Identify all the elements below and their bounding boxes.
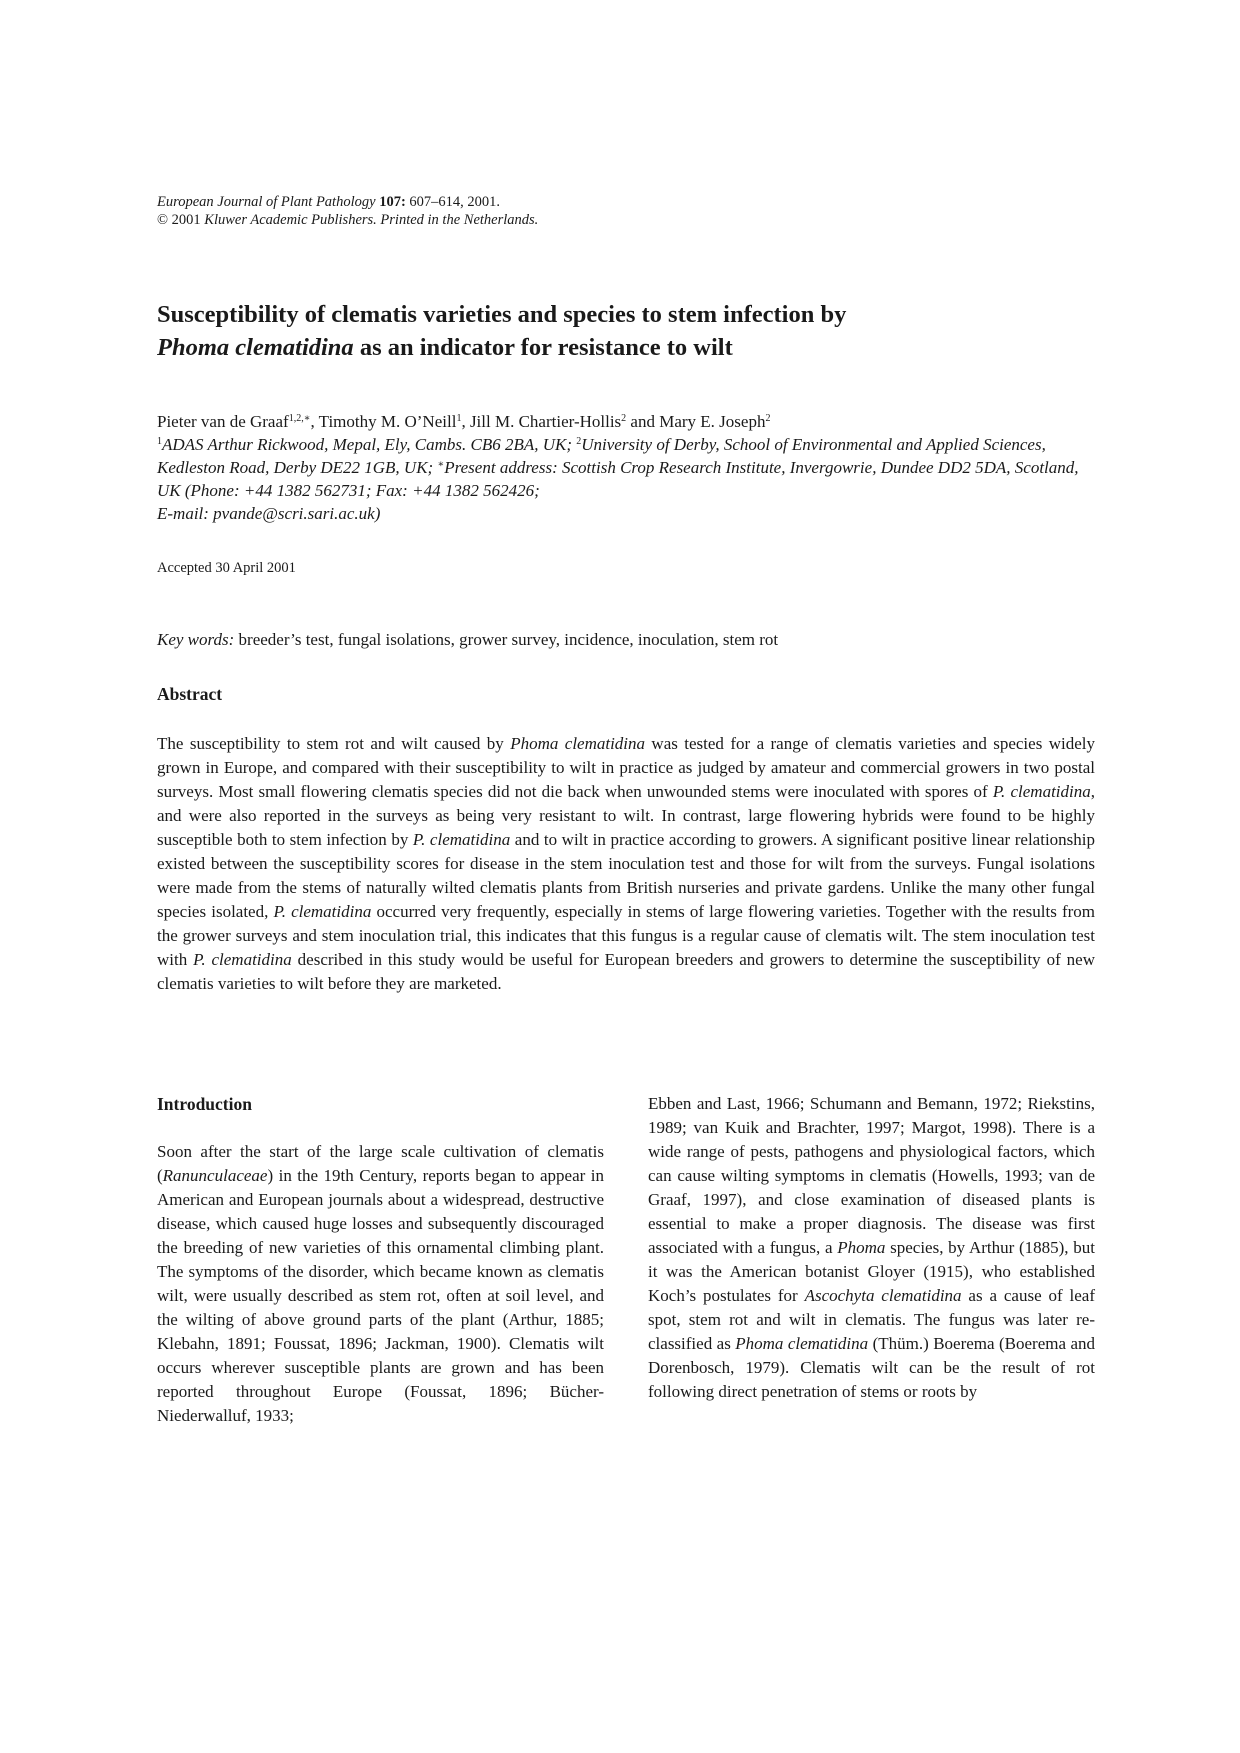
intro-segment: as a cause of leaf spot, stem rot and wilt in clematis. The fungus was later re-classified as (648, 1286, 1095, 1353)
intro-segment: (Thüm.) Boerema (Boerema and Dorenbosch, 1979). Clematis wilt can be the result of rot following direct penetration of stems or roots by (648, 1334, 1096, 1401)
intro-segment: Soon after the start of the large scale cultivation of clematis ( (157, 1142, 604, 1185)
author-affil-mark: 1 (456, 413, 462, 424)
abstract-segment: and to wilt in practice according to growers. A significant positive linear relationship existed between the susceptibility scores for disease in the stem inoculation test and those for wilt from the surveys. Fungal isolations were made from the stems of naturally wilted clematis plants from British nurseries and private gardens. Unlike the many other fungal species isolated, (157, 830, 1096, 921)
contact-email: E-mail: pvande@scri.sari.ac.uk) (157, 504, 381, 523)
affil-mark: 2 (576, 436, 582, 447)
journal-pages: 607–614, 2001. (409, 194, 501, 210)
author-affil-mark: 2 (621, 413, 627, 424)
author-name: , Jill M. Chartier-Hollis (461, 412, 622, 431)
journal-volume: 107: (379, 194, 406, 210)
affiliation-3: Present address: Scottish Crop Research Institute, Invergowrie, Dundee DD2 5DA, Scotland, UK (Phone: +44 1382 562731; Fax: +44 1382 562426; (157, 458, 1079, 500)
keywords-text: breeder’s test, fungal isolations, grower survey, incidence, inoculation, stem rot (238, 630, 779, 649)
author-name: Pieter van de Graaf (157, 412, 289, 431)
abstract-segment: The susceptibility to stem rot and wilt caused by (157, 734, 511, 753)
abstract-species: P. clematidina (412, 830, 511, 849)
abstract-species: P. clematidina (273, 902, 372, 921)
abstract-segment: occurred very frequently, especially in stems of large flowering varieties. Together with the results from the grower surveys and stem inoculation trial, this indicates that this fungus is a regular cause of clematis wilt. The stem inoculation test with (157, 902, 1096, 969)
title-line-2 (157, 331, 1057, 364)
author-name: , Timothy M. O’Neill (310, 412, 457, 431)
title-line-1: Susceptibility of clematis varieties and species to stem infection by (157, 301, 847, 328)
intro-segment: Ebben and Last, 1966; Schumann and Bemann, 1972; Riekstins, 1989; van Kuik and Brachter, 1997; Margot, 1998). There is a wide range of pests, pathogens and physiological factors, which can cause wilting symptoms in clematis (Howells, 1993; van de Graaf, 1997), and close examination of diseased plants is essential to make a proper diagnosis. The disease was first associated with a fungus, a (648, 1094, 1095, 1257)
abstract-species: P. clematidina (193, 950, 292, 969)
intro-taxon: Phoma clematidina (735, 1334, 869, 1353)
abstract-segment: was tested for a range of clematis varieties and species widely grown in Europe, and compared with their susceptibility to wilt in practice as judged by amateur and commercial growers in two postal surveys. Most small flowering clematis species did not die back when unwounded stems were inoculated with spores of (157, 734, 1095, 801)
title-rest: as an indicator for resistance to wilt (359, 334, 733, 361)
publisher: Kluwer Academic Publishers. Printed in the Netherlands. (204, 212, 539, 228)
affiliation-2: University of Derby, School of Environmental and Applied Sciences, Kedleston Road, Derby DE22 1GB, UK; (157, 435, 1046, 477)
intro-paragraph (157, 1140, 604, 1428)
journal-name: European Journal of Plant Pathology (157, 194, 376, 210)
abstract-segment: , and were also reported in the surveys as being very resistant to wilt. In contrast, large flowering hybrids were found to be highly susceptible both to stem infection by (157, 782, 1095, 849)
intro-column-right (648, 1092, 1095, 1404)
affiliation-1: ADAS Arthur Rickwood, Mepal, Ely, Cambs. CB6 2BA, UK; (162, 435, 577, 454)
affiliations (157, 433, 1097, 525)
abstract-heading: Abstract (157, 684, 223, 704)
journal-header (157, 193, 538, 229)
accepted-date: Accepted 30 April 2001 (157, 560, 296, 576)
abstract-text (157, 732, 1095, 996)
author-affil-mark: 1,2,∗ (288, 413, 311, 424)
intro-segment: species, by Arthur (1885), but it was the American botanist Gloyer (1915), who established Koch’s postulates for (648, 1238, 1095, 1305)
author-list (157, 410, 1097, 433)
intro-taxon: Ranunculaceae (162, 1166, 268, 1185)
title-species: Phoma clematidina (157, 334, 354, 361)
author-affil-mark: 2 (765, 413, 771, 424)
intro-taxon: Phoma (837, 1238, 886, 1257)
journal-citation (157, 193, 538, 211)
keywords-label: Key words: (157, 630, 235, 649)
abstract-species: P. clematidina (992, 782, 1091, 801)
copyright-line (157, 211, 538, 229)
affil-mark: ∗ (437, 459, 445, 470)
author-name: and Mary E. Joseph (626, 412, 766, 431)
abstract-species: Phoma clematidina (510, 734, 646, 753)
keywords (157, 630, 778, 650)
affil-mark: 1 (157, 436, 162, 447)
author-block (157, 410, 1097, 525)
copyright-year: 2001 (171, 212, 201, 228)
intro-taxon: Ascochyta clematidina (804, 1286, 962, 1305)
abstract-segment: described in this study would be useful for European breeders and growers to determine the susceptibility of new clematis varieties to wilt before they are marketed. (157, 950, 1095, 993)
introduction-heading: Introduction (157, 1094, 252, 1114)
paper-title (157, 298, 1057, 364)
intro-column-left (157, 1092, 604, 1428)
intro-segment: ) in the 19th Century, reports began to appear in American and European journals about a widespread, destructive disease, which caused huge losses and subsequently discouraged the breeding of new varieties of this ornamental climbing plant. The symptoms of the disorder, which became known as clematis wilt, were usually described as stem rot, often at soil level, and the wilting of above ground parts of the plant (Arthur, 1885; Klebahn, 1891; Foussat, 1896; Jackman, 1900). Clematis wilt occurs wherever susceptible plants are grown and has been reported throughout Europe (Foussat, 1896; Bücher-Niederwalluf, 1933; (157, 1166, 604, 1425)
copyright-symbol: © (157, 212, 169, 228)
